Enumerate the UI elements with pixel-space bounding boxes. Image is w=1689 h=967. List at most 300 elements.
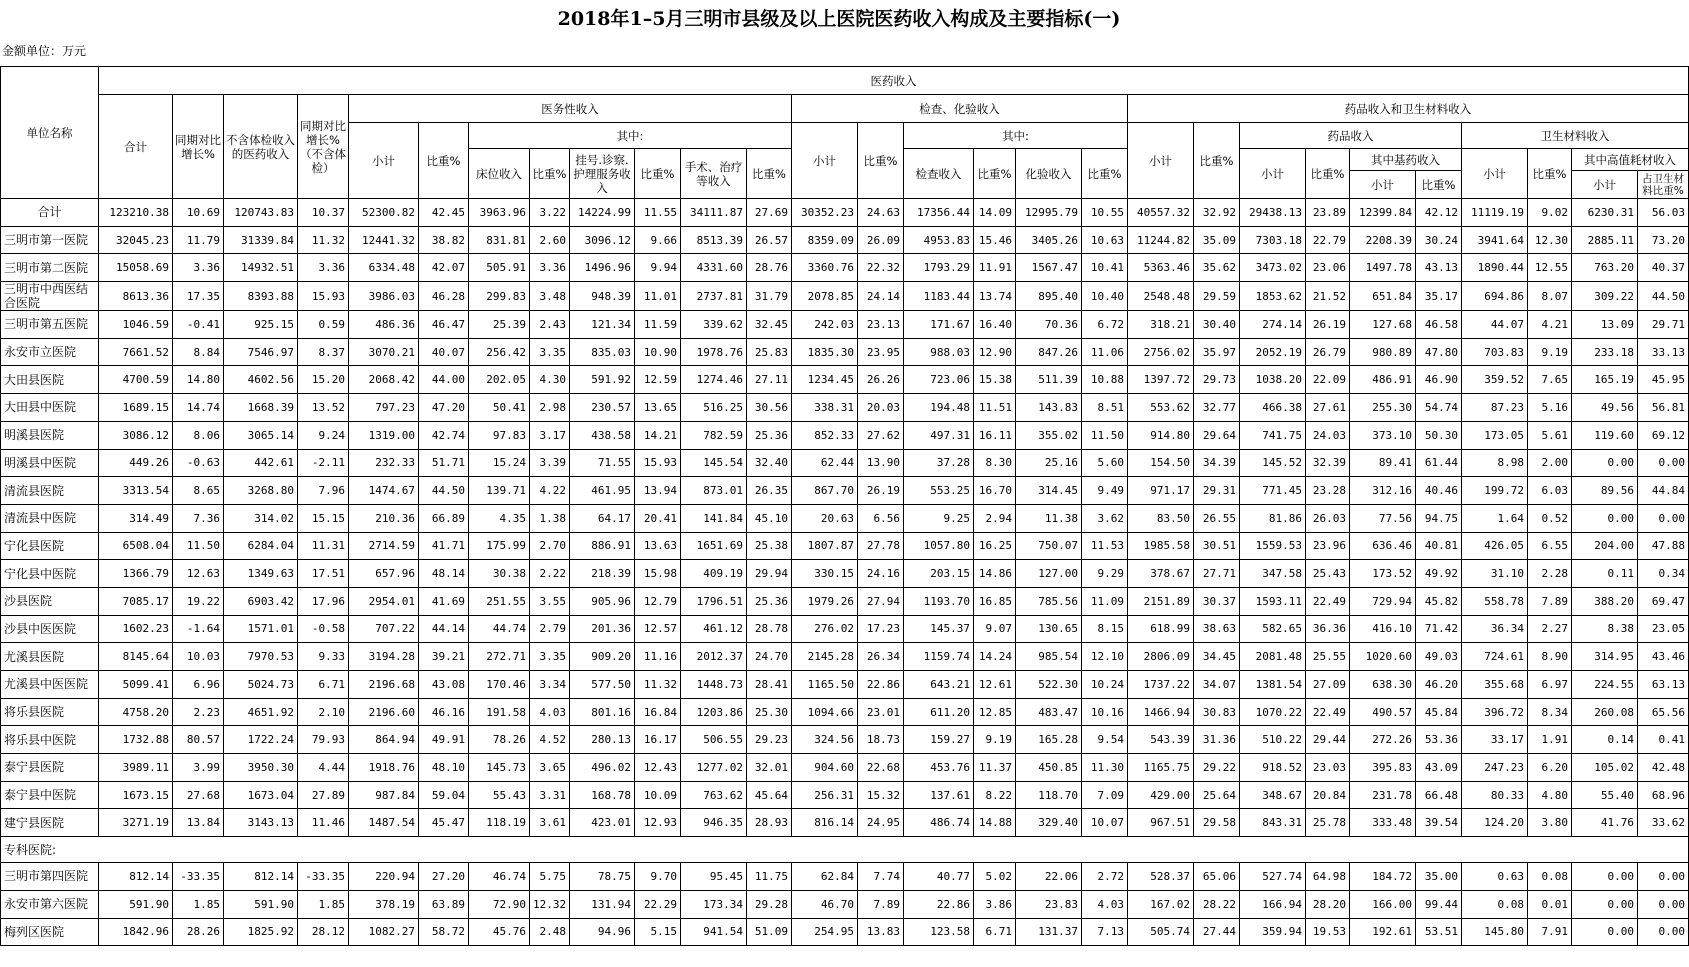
- row-cell: 43.13: [1416, 254, 1462, 282]
- row-cell: 416.10: [1350, 615, 1416, 643]
- row-cell: 159.27: [904, 726, 974, 754]
- row-cell: 486.91: [1350, 366, 1416, 394]
- row-cell: 835.03: [570, 338, 635, 366]
- row-cell: 797.23: [349, 394, 419, 422]
- row-cell: 11.50: [173, 532, 224, 560]
- row-cell: 528.37: [1128, 863, 1194, 891]
- row-cell: 145.54: [681, 449, 747, 477]
- row-cell: 49.56: [1572, 394, 1638, 422]
- row-cell: 18.73: [858, 726, 904, 754]
- row-cell: 466.38: [1240, 394, 1306, 422]
- row-cell: 6508.04: [99, 532, 173, 560]
- row-cell: 522.30: [1016, 671, 1082, 699]
- row-cell: 12.93: [635, 809, 681, 837]
- row-cell: -33.35: [173, 863, 224, 891]
- row-cell: 6230.31: [1572, 199, 1638, 227]
- row-cell: 812.14: [224, 863, 298, 891]
- row-cell: 233.18: [1572, 338, 1638, 366]
- row-cell: 8.34: [1528, 698, 1572, 726]
- row-cell: 24.16: [858, 560, 904, 588]
- row-cell: 31339.84: [224, 226, 298, 254]
- row-cell: 23.96: [1306, 532, 1350, 560]
- row-cell: 4.44: [298, 754, 349, 782]
- table-row: [1, 421, 1689, 449]
- row-cell: 7.36: [173, 504, 224, 532]
- row-cell: 318.21: [1128, 311, 1194, 339]
- row-cell: 7303.18: [1240, 226, 1306, 254]
- row-cell: 9.94: [635, 254, 681, 282]
- table-row: [1, 863, 1689, 891]
- row-cell: 8.15: [1082, 615, 1128, 643]
- header-service-ratio: 比重%: [419, 123, 469, 199]
- row-cell: 24.14: [858, 282, 904, 311]
- row-cell: 0.01: [1528, 890, 1572, 918]
- row-cell: 26.19: [858, 477, 904, 505]
- row-cell: 7661.52: [99, 338, 173, 366]
- row-cell: 3268.80: [224, 477, 298, 505]
- header-medical-income: 医药收入: [99, 67, 1689, 95]
- table-row: [1, 587, 1689, 615]
- row-cell: 63.89: [419, 890, 469, 918]
- row-cell: 914.80: [1128, 421, 1194, 449]
- row-cell: 314.02: [224, 504, 298, 532]
- row-cell: 6.72: [1082, 311, 1128, 339]
- row-cell: 61.44: [1416, 449, 1462, 477]
- row-cell: 42.12: [1416, 199, 1462, 227]
- row-cell: 27.69: [747, 199, 792, 227]
- row-unit-name: 三明市第四医院: [1, 863, 99, 891]
- row-cell: 31.10: [1462, 560, 1528, 588]
- row-cell: 8393.88: [224, 282, 298, 311]
- row-cell: 1737.22: [1128, 671, 1194, 699]
- row-cell: 1277.02: [681, 754, 747, 782]
- row-cell: 2068.42: [349, 366, 419, 394]
- row-cell: 442.61: [224, 449, 298, 477]
- row-cell: 8.98: [1462, 449, 1528, 477]
- header-exam: 检查收入: [904, 149, 974, 199]
- header-surgery: 手术、治疗等收入: [681, 149, 747, 199]
- row-cell: 1732.88: [99, 726, 173, 754]
- row-cell: 12.55: [1528, 254, 1572, 282]
- header-material-ratio: 比重%: [1528, 149, 1572, 199]
- row-cell: 19.22: [173, 587, 224, 615]
- row-cell: 32.01: [747, 754, 792, 782]
- row-cell: 121.34: [570, 311, 635, 339]
- header-exam-item-ratio: 比重%: [974, 149, 1016, 199]
- row-unit-name: 泰宁县医院: [1, 754, 99, 782]
- row-cell: 14.21: [635, 421, 681, 449]
- row-cell: 15.98: [635, 560, 681, 588]
- row-cell: 20.63: [792, 504, 858, 532]
- row-cell: 2.72: [1082, 863, 1128, 891]
- table-row: [1, 754, 1689, 782]
- row-cell: 17.35: [173, 282, 224, 311]
- row-cell: 1593.11: [1240, 587, 1306, 615]
- row-cell: 511.39: [1016, 366, 1082, 394]
- row-cell: 69.47: [1638, 587, 1689, 615]
- row-cell: 23.89: [1306, 199, 1350, 227]
- row-cell: 9.66: [635, 226, 681, 254]
- row-cell: 12441.32: [349, 226, 419, 254]
- row-cell: 543.39: [1128, 726, 1194, 754]
- header-bed: 床位收入: [469, 149, 530, 199]
- row-cell: 0.63: [1462, 863, 1528, 891]
- row-cell: 38.82: [419, 226, 469, 254]
- row-cell: 1366.79: [99, 560, 173, 588]
- row-cell: 918.52: [1240, 754, 1306, 782]
- row-cell: 1082.27: [349, 918, 419, 946]
- row-cell: 19.53: [1306, 918, 1350, 946]
- row-cell: 35.00: [1416, 863, 1462, 891]
- header-exam-subtotal: 小计: [792, 123, 858, 199]
- row-cell: 2196.60: [349, 698, 419, 726]
- row-cell: 1559.53: [1240, 532, 1306, 560]
- row-cell: 78.75: [570, 863, 635, 891]
- row-cell: 347.58: [1240, 560, 1306, 588]
- row-cell: 359.52: [1462, 366, 1528, 394]
- row-cell: 28.41: [747, 671, 792, 699]
- section-row: [1, 837, 1689, 863]
- row-cell: 62.44: [792, 449, 858, 477]
- row-cell: 168.78: [570, 781, 635, 809]
- table-row: [1, 311, 1689, 339]
- row-cell: 15.24: [469, 449, 530, 477]
- row-cell: 2.23: [173, 698, 224, 726]
- row-cell: 22.86: [904, 890, 974, 918]
- row-cell: 10.37: [298, 199, 349, 227]
- row-unit-name: 尤溪县医院: [1, 643, 99, 671]
- row-unit-name: 永安市立医院: [1, 338, 99, 366]
- row-cell: 11119.19: [1462, 199, 1528, 227]
- header-excl-checkup: 不含体检收入的医药收入: [224, 95, 298, 199]
- row-cell: 192.61: [1350, 918, 1416, 946]
- row-cell: 46.47: [419, 311, 469, 339]
- row-cell: 0.08: [1528, 863, 1572, 891]
- row-cell: 66.48: [1416, 781, 1462, 809]
- row-cell: 10.69: [173, 199, 224, 227]
- table-row: [1, 560, 1689, 588]
- row-cell: 3065.14: [224, 421, 298, 449]
- row-cell: 1793.29: [904, 254, 974, 282]
- header-drug-material-income: 药品收入和卫生材料收入: [1128, 95, 1689, 123]
- row-cell: 68.96: [1638, 781, 1689, 809]
- row-cell: 13.74: [974, 282, 1016, 311]
- row-cell: 11.51: [974, 394, 1016, 422]
- row-cell: 31.79: [747, 282, 792, 311]
- row-cell: 3941.64: [1462, 226, 1528, 254]
- row-cell: 3.34: [530, 671, 570, 699]
- row-cell: 729.94: [1350, 587, 1416, 615]
- row-cell: 46.28: [419, 282, 469, 311]
- row-cell: 0.00: [1638, 863, 1689, 891]
- row-cell: 165.28: [1016, 726, 1082, 754]
- row-cell: 611.20: [904, 698, 974, 726]
- row-cell: 30.37: [1194, 587, 1240, 615]
- header-total: 合计: [99, 95, 173, 199]
- table-row: [1, 809, 1689, 837]
- row-cell: 946.35: [681, 809, 747, 837]
- row-cell: 15.32: [858, 781, 904, 809]
- row-cell: 312.16: [1350, 477, 1416, 505]
- row-cell: 124.20: [1462, 809, 1528, 837]
- header-yoy: 同期对比增长%: [173, 95, 224, 199]
- row-cell: 7085.17: [99, 587, 173, 615]
- row-cell: 29.22: [1194, 754, 1240, 782]
- row-cell: 1722.24: [224, 726, 298, 754]
- row-cell: 657.96: [349, 560, 419, 588]
- row-cell: 32.39: [1306, 449, 1350, 477]
- row-cell: 8.90: [1528, 643, 1572, 671]
- row-cell: 1496.96: [570, 254, 635, 282]
- row-cell: 1319.00: [349, 421, 419, 449]
- row-cell: 173.05: [1462, 421, 1528, 449]
- row-cell: 2954.01: [349, 587, 419, 615]
- row-cell: 1668.39: [224, 394, 298, 422]
- row-cell: 28.26: [173, 918, 224, 946]
- row-cell: 31.36: [1194, 726, 1240, 754]
- row-cell: 3.65: [530, 754, 570, 782]
- row-cell: 13.09: [1572, 311, 1638, 339]
- row-cell: 27.62: [858, 421, 904, 449]
- row-cell: 13.65: [635, 394, 681, 422]
- row-cell: 9.07: [974, 615, 1016, 643]
- row-cell: 34.45: [1194, 643, 1240, 671]
- row-cell: 6.71: [298, 671, 349, 699]
- header-reg-ratio: 比重%: [635, 149, 681, 199]
- row-cell: 29.71: [1638, 311, 1689, 339]
- row-cell: 6.20: [1528, 754, 1572, 782]
- table-row: [1, 781, 1689, 809]
- row-cell: 7.09: [1082, 781, 1128, 809]
- row-cell: 905.96: [570, 587, 635, 615]
- row-cell: 145.80: [1462, 918, 1528, 946]
- row-cell: 30.56: [747, 394, 792, 422]
- row-cell: 12.59: [635, 366, 681, 394]
- row-cell: 11.32: [298, 226, 349, 254]
- row-cell: 6.97: [1528, 671, 1572, 699]
- row-cell: 210.36: [349, 504, 419, 532]
- row-cell: 1842.96: [99, 918, 173, 946]
- row-cell: 339.62: [681, 311, 747, 339]
- row-cell: 4.03: [1082, 890, 1128, 918]
- row-cell: 46.16: [419, 698, 469, 726]
- row-cell: 12.30: [1528, 226, 1572, 254]
- row-cell: 48.14: [419, 560, 469, 588]
- row-cell: 45.64: [747, 781, 792, 809]
- row-cell: 6.71: [974, 918, 1016, 946]
- row-cell: 6334.48: [349, 254, 419, 282]
- row-cell: 224.55: [1572, 671, 1638, 699]
- row-cell: 14.80: [173, 366, 224, 394]
- row-cell: 6284.04: [224, 532, 298, 560]
- row-cell: 131.37: [1016, 918, 1082, 946]
- row-cell: 2.27: [1528, 615, 1572, 643]
- row-cell: 22.06: [1016, 863, 1082, 891]
- row-cell: 28.76: [747, 254, 792, 282]
- row-cell: 173.34: [681, 890, 747, 918]
- row-cell: 10.40: [1082, 282, 1128, 311]
- row-cell: 12.32: [530, 890, 570, 918]
- row-cell: 3.35: [530, 338, 570, 366]
- income-table: [0, 66, 1689, 946]
- row-cell: 355.02: [1016, 421, 1082, 449]
- row-cell: 12.61: [974, 671, 1016, 699]
- row-cell: 230.57: [570, 394, 635, 422]
- row-cell: 2012.37: [681, 643, 747, 671]
- row-cell: 591.90: [99, 890, 173, 918]
- row-cell: 12.63: [173, 560, 224, 588]
- row-unit-name: 明溪县中医院: [1, 449, 99, 477]
- row-cell: 6.96: [173, 671, 224, 699]
- row-cell: 1.85: [298, 890, 349, 918]
- row-cell: 166.94: [1240, 890, 1306, 918]
- row-cell: 16.85: [974, 587, 1016, 615]
- row-cell: 127.00: [1016, 560, 1082, 588]
- row-cell: 30.51: [1194, 532, 1240, 560]
- row-cell: 27.61: [1306, 394, 1350, 422]
- row-cell: 20.84: [1306, 781, 1350, 809]
- row-cell: 16.17: [635, 726, 681, 754]
- row-cell: 461.95: [570, 477, 635, 505]
- row-cell: 423.01: [570, 809, 635, 837]
- row-cell: 8.30: [974, 449, 1016, 477]
- row-cell: 3.99: [173, 754, 224, 782]
- row-cell: 40.77: [904, 863, 974, 891]
- row-cell: 5.75: [530, 863, 570, 891]
- row-cell: 49.91: [419, 726, 469, 754]
- row-cell: 83.50: [1128, 504, 1194, 532]
- row-cell: 119.60: [1572, 421, 1638, 449]
- table-body: [1, 199, 1689, 946]
- row-cell: 1918.76: [349, 754, 419, 782]
- row-cell: 395.83: [1350, 754, 1416, 782]
- row-cell: 26.34: [858, 643, 904, 671]
- row-cell: 4.03: [530, 698, 570, 726]
- table-row: [1, 532, 1689, 560]
- row-cell: 47.88: [1638, 532, 1689, 560]
- row-cell: 3473.02: [1240, 254, 1306, 282]
- row-cell: 23.05: [1638, 615, 1689, 643]
- row-cell: 3.36: [298, 254, 349, 282]
- row-cell: 355.68: [1462, 671, 1528, 699]
- header-hv-share: 占卫生材料比重%: [1638, 171, 1689, 199]
- row-cell: 52300.82: [349, 199, 419, 227]
- row-cell: 6.56: [858, 504, 904, 532]
- row-cell: 8.37: [298, 338, 349, 366]
- row-cell: 1.91: [1528, 726, 1572, 754]
- header-dm-ratio: 比重%: [1194, 123, 1240, 199]
- row-cell: 81.86: [1240, 504, 1306, 532]
- row-cell: 1234.45: [792, 366, 858, 394]
- row-cell: 127.68: [1350, 311, 1416, 339]
- row-cell: 1985.58: [1128, 532, 1194, 560]
- row-cell: 199.72: [1462, 477, 1528, 505]
- table-row: [1, 698, 1689, 726]
- row-cell: 1807.87: [792, 532, 858, 560]
- row-cell: 256.42: [469, 338, 530, 366]
- row-cell: 8513.39: [681, 226, 747, 254]
- row-cell: 25.55: [1306, 643, 1350, 671]
- row-cell: 5099.41: [99, 671, 173, 699]
- row-cell: 254.95: [792, 918, 858, 946]
- row-cell: 130.65: [1016, 615, 1082, 643]
- row-cell: 909.20: [570, 643, 635, 671]
- row-cell: 618.99: [1128, 615, 1194, 643]
- row-cell: 194.48: [904, 394, 974, 422]
- row-cell: 3143.13: [224, 809, 298, 837]
- row-cell: 348.67: [1240, 781, 1306, 809]
- row-cell: 25.36: [747, 587, 792, 615]
- row-cell: 1038.20: [1240, 366, 1306, 394]
- row-cell: 505.74: [1128, 918, 1194, 946]
- row-cell: 11.50: [1082, 421, 1128, 449]
- header-lab-ratio: 比重%: [1082, 149, 1128, 199]
- row-cell: 8.22: [974, 781, 1016, 809]
- row-cell: 204.00: [1572, 532, 1638, 560]
- row-cell: 4602.56: [224, 366, 298, 394]
- row-cell: 1020.60: [1350, 643, 1416, 671]
- row-cell: 438.58: [570, 421, 635, 449]
- row-cell: 2145.28: [792, 643, 858, 671]
- header-bed-ratio: 比重%: [530, 149, 570, 199]
- row-cell: 741.75: [1240, 421, 1306, 449]
- row-cell: 41.71: [419, 532, 469, 560]
- row-cell: 1057.80: [904, 532, 974, 560]
- row-cell: 15.46: [974, 226, 1016, 254]
- header-service-subtotal: 小计: [349, 123, 419, 199]
- row-cell: 527.74: [1240, 863, 1306, 891]
- row-cell: 44.84: [1638, 477, 1689, 505]
- row-cell: 12.57: [635, 615, 681, 643]
- row-cell: 450.85: [1016, 754, 1082, 782]
- row-cell: 2.43: [530, 311, 570, 339]
- row-cell: 50.41: [469, 394, 530, 422]
- row-cell: 33.17: [1462, 726, 1528, 754]
- row-cell: 45.84: [1416, 698, 1462, 726]
- header-dm-subtotal: 小计: [1128, 123, 1194, 199]
- row-cell: 3271.19: [99, 809, 173, 837]
- row-cell: 895.40: [1016, 282, 1082, 311]
- row-cell: 2548.48: [1128, 282, 1194, 311]
- row-cell: 1094.66: [792, 698, 858, 726]
- row-cell: 1890.44: [1462, 254, 1528, 282]
- row-unit-name: 将乐县中医院: [1, 726, 99, 754]
- row-cell: 46.70: [792, 890, 858, 918]
- row-cell: 0.52: [1528, 504, 1572, 532]
- header-exam-of-which: 其中:: [904, 123, 1128, 149]
- row-cell: 45.47: [419, 809, 469, 837]
- row-cell: 1673.15: [99, 781, 173, 809]
- row-cell: 49.03: [1416, 643, 1462, 671]
- row-cell: 29.23: [747, 726, 792, 754]
- row-cell: 64.98: [1306, 863, 1350, 891]
- row-cell: 22.49: [1306, 698, 1350, 726]
- row-cell: 51.09: [747, 918, 792, 946]
- row-unit-name: 宁化县医院: [1, 532, 99, 560]
- row-cell: 43.46: [1638, 643, 1689, 671]
- row-cell: 26.79: [1306, 338, 1350, 366]
- row-cell: 77.56: [1350, 504, 1416, 532]
- row-cell: 4.22: [530, 477, 570, 505]
- row-cell: 3.48: [530, 282, 570, 311]
- row-cell: 4331.60: [681, 254, 747, 282]
- row-cell: 53.51: [1416, 918, 1462, 946]
- row-cell: 12.79: [635, 587, 681, 615]
- row-cell: 99.44: [1416, 890, 1462, 918]
- row-cell: 13.84: [173, 809, 224, 837]
- header-hv-subtotal: 小计: [1572, 171, 1638, 199]
- row-cell: 453.76: [904, 754, 974, 782]
